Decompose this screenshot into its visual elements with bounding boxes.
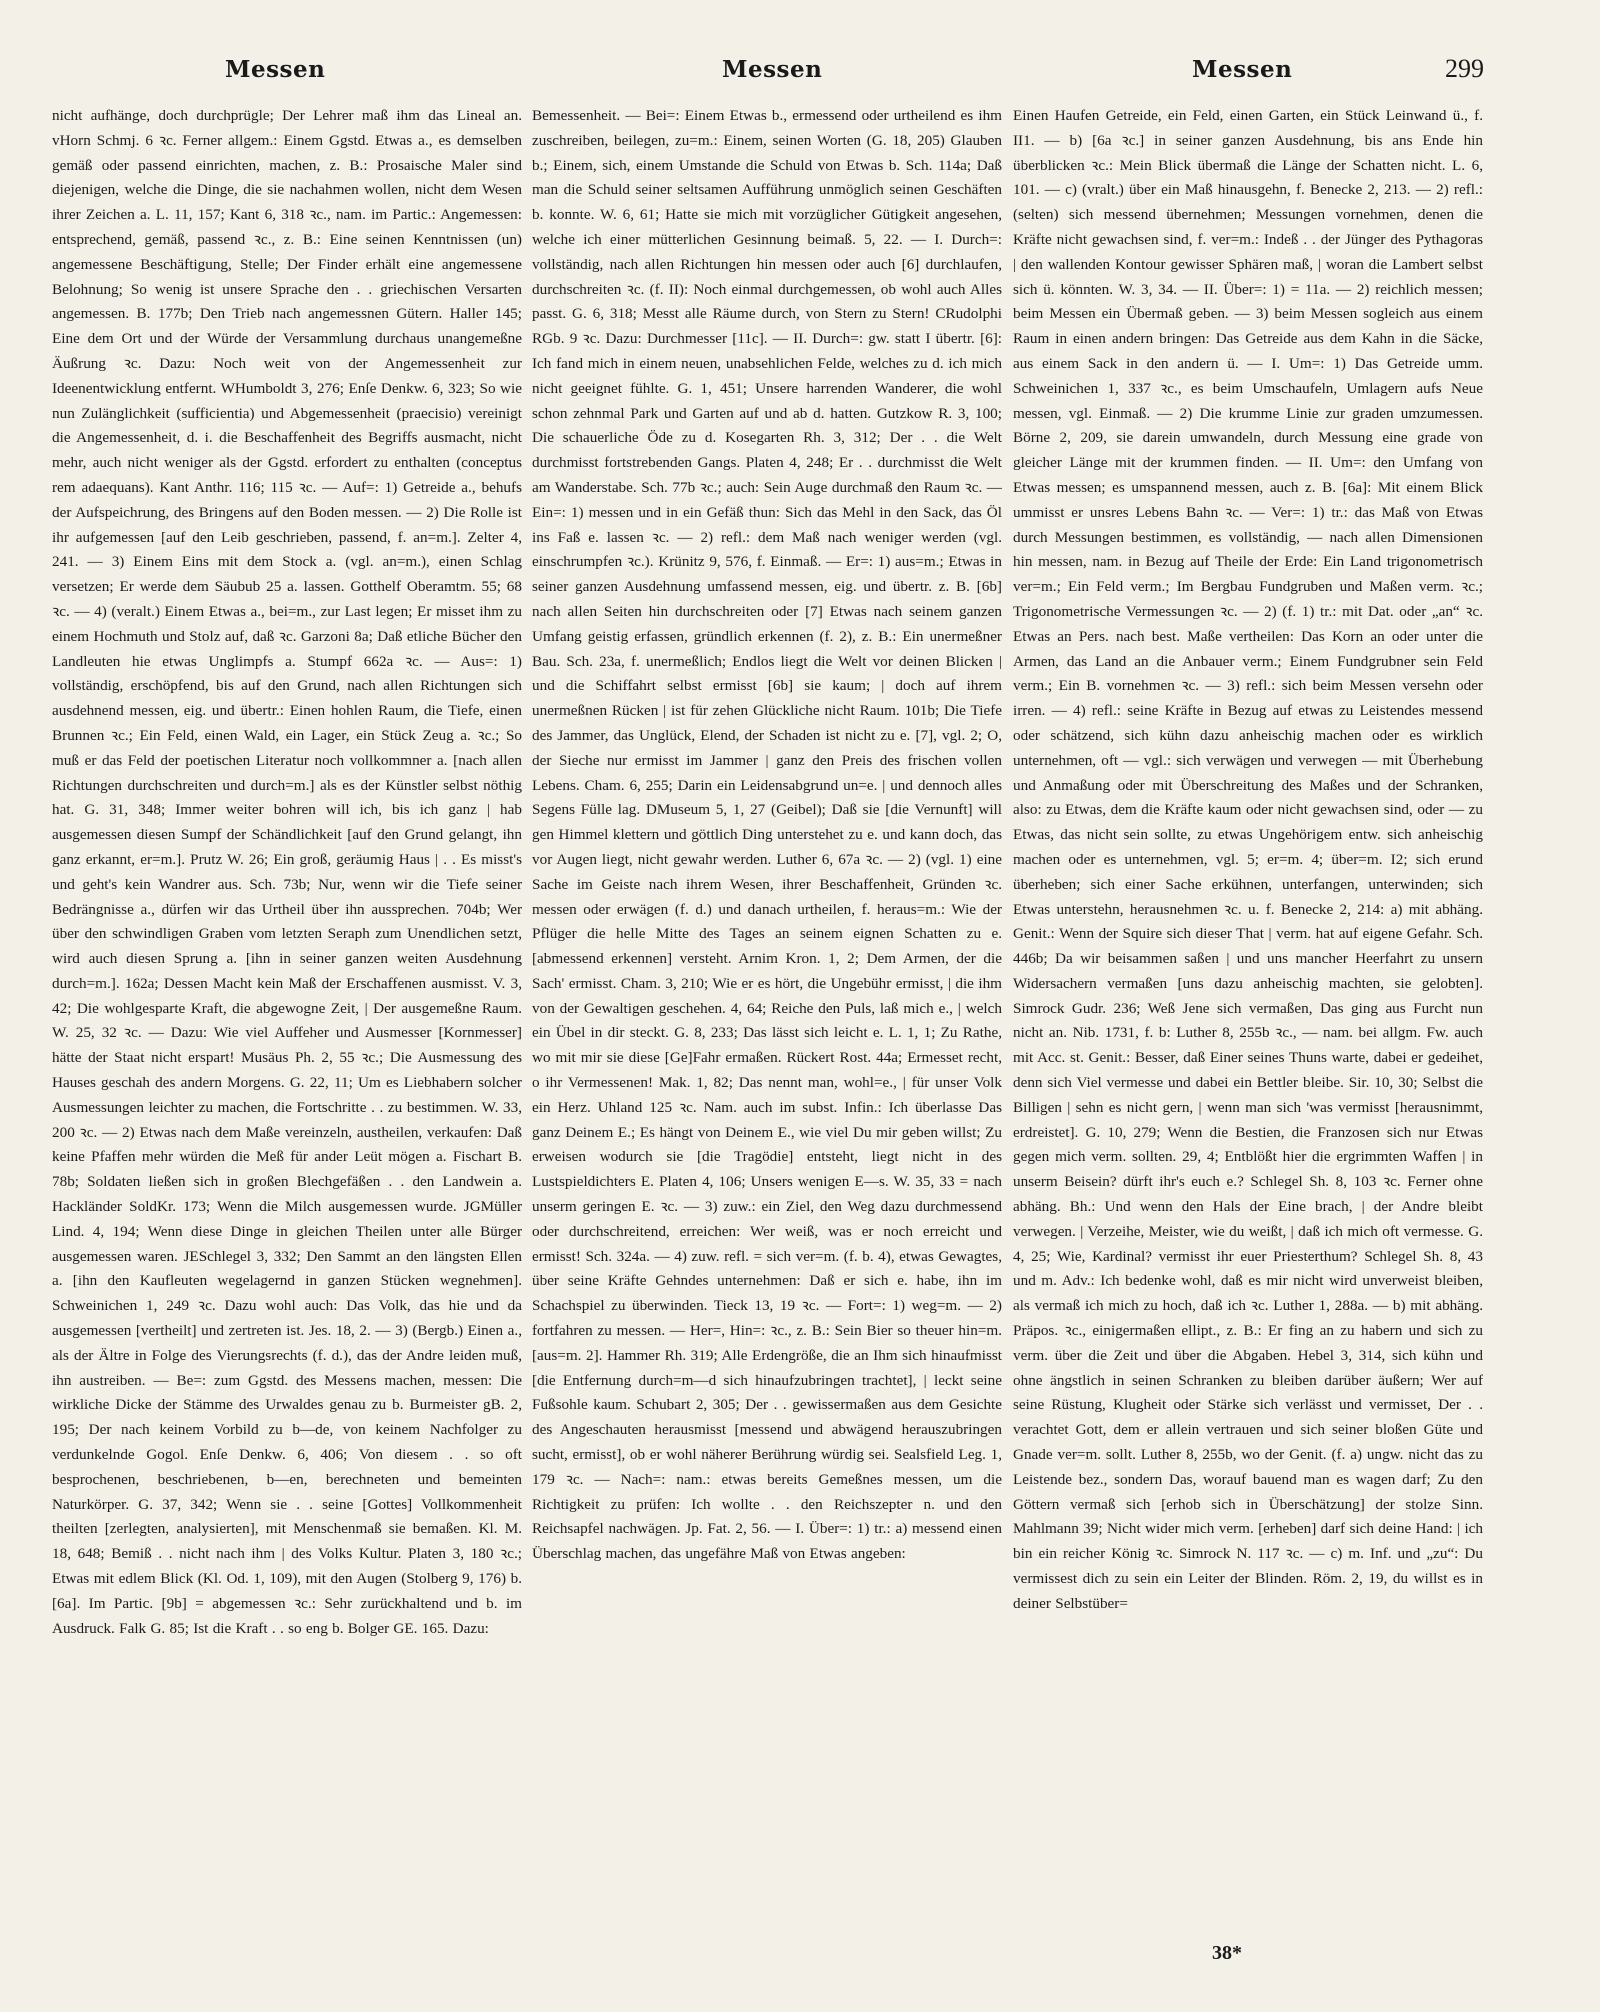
page-header — [0, 50, 1600, 90]
running-headword-right: Messen — [1192, 56, 1293, 83]
column-2-text: Bemessenheit. — Bei=: Einem Etwas b., ermessend oder urtheilend es ihm zuschreiben, beilegen, zu=m.: Einem, seinen Worten (G. 18, 205) Glauben b.; Einem, sich, einem Umstande die Schuld von Etwas b. Sch. 114a; Daß man die Schuld seiner seltsamen Aufführung unmöglich seinen Geschäften b. konnte. W. 6, 61; Hatte sie mich mit vorzüglicher Gütigkeit angesehen, welche ich einer mütterlichen Gesinnung beimaß. 5, 22. — I. Durch=: vollständig, nach allen Richtungen hin messen oder auch [6] durchlaufen, durchschreiten ꝛc. (f. II): Noch einmal durchgemessen, ob wohl auch Alles passt. G. 6, 318; Messt alle Räume durch, von Stern zu Stern! CRudolphi RGb. 9 ꝛc. Dazu: Durchmesser [11c]. — II. Durch=: gw. statt I übertr. [6]: Ich fand mich in einem neuen, unabsehlichen Felde, welches zu d. ich mich nicht geeignet fühlte. G. 1, 451; Unsere harrenden Wanderer, die wohl schon zehnmal Park und Garten auf und ab d. hatten. Gutzkow R. 3, 100; Die schauerliche Öde zu d. Kosegarten Rh. 3, 312; Der . . die Welt durchmisst fortstrebenden Gangs. Platen 4, 248; Er . . durchmisst die Welt am Wanderstabe. Sch. 77b ꝛc.; auch: Sein Auge durchmaß den Raum ꝛc. — Ein=: 1) messen und in ein Gefäß thun: Sich das Mehl in den Sack, das Öl ins Faß e. lassen ꝛc. — 2) refl.: dem Maß nach weniger werden (vgl. einschrumpfen ꝛc.). Krünitz 9, 576, f. Einmaß. — Er=: 1) aus=m.; Etwas in seiner ganzen Ausdehnung umfassend messen, eig. und übertr. z. B. [6b] nach allen Seiten hin durchschreiten oder [7] Etwas nach seinem ganzen Umfang geistig erfassen, gründlich erkennen (f. 2), z. B.: Ein unermeßner Bau. Sch. 23a, f. unermeßlich; Endlos liegt die Welt vor deinen Blicken | und die Schiffahrt selbst ermisst [6b] sie kaum; | doch auf ihrem unermeßnen Rücken | ist für zehen Glückliche nicht Raum. 101b; Die Tiefe des Jammer, das Unglück, Elend, der Schaden ist nicht zu e. [7], vgl. 2; O, der Sieche nur ermisst im Jammer | ganz den Preis des frischen vollen Lebens. Cham. 6, 255; Darin ein Leidensabgrund un=e. | und dennoch alles Segens Fülle lag. DMuseum 5, 1, 27 (Geibel); Daß sie [die Vernunft] will gen Himmel klettern und göttlich Ding unterstehet zu e. und kann doch, das vor Augen liegt, nicht gewahr werden. Luther 6, 67a ꝛc. — 2) (vgl. 1) eine Sache im Geiste nach ihrem Wesen, ihrer Beschaffenheit, Gründen ꝛc. messen oder erwägen (f. d.) und danach urtheilen, f. heraus=m.: Wie der Pflüger die helle Mitte des Tages an seinem eignen Schatten zu e. [abmessend erkennen] versteht. Arnim Kron. 1, 2; Dem Armen, der die Sach' ermisst. Cham. 3, 210; Wie er es hört, die Ungebühr ermisst, | die ihm von der Gewaltigen geschehen. 4, 64; Reiche den Puls, laß mich e., | welch ein Übel in dir steckt. G. 8, 233; Das lässt sich leicht e. L. 1, 1; Zu Rathe, wo mit mir sie diese [Ge]Fahr ermaßen. Rückert Rost. 44a; Ermesset recht, o ihr Vermessenen! Mak. 1, 82; Das nennt man, wohl=e., | für unser Volk ein Herz. Uhland 125 ꝛc. Nam. auch im subst. Infin.: Ich überlasse Das ganz Deinem E.; Es hängt von Deinem E., wie viel Du mir geben willst; Zu erweisen wodurch sie [die Tragödie] entsteht, liegt nicht in des Lustspieldichters E. Platen 4, 106; Unsers wenigen E—s. W. 35, 33 = nach unserm geringen E. ꝛc. — 3) zuw.: ein Ziel, den Weg dazu durchmessend oder durchschreitend, erreichen: Wer weiß, was er noch erreicht und ermisst! Sch. 324a. — 4) zuw. refl. = sich ver=m. (f. b. 4), etwas Gewagtes, über seine Kräfte Gehndes unternehmen: Daß er sich e. habe, ihn im Schachspiel zu überwinden. Tieck 13, 19 ꝛc. — Fort=: 1) weg=m. — 2) fortfahren zu messen. — Her=, Hin=: ꝛc., z. B.: Sein Bier so theuer hin=m. [aus=m. 2]. Hammer Rh. 319; Alle Erdengröße, die an Ihm sich hinaufmisst [die Entfernung durch=m—d sich hinaufzubringen trachtet], | leckt seine Fußsohle kaum. Schubart 2, 305; Der . . gewissermaßen aus dem Gesichte des Angeschauten herausmisst [messend und abwägend herauszubringen sucht, ermisst], ob er wohl näherer Berührung würdig sei. Sealsfield Leg. 1, 179 ꝛc. — Nach=: nam.: etwas bereits Gemeßnes messen, um die Richtigkeit zu prüfen: Ich wollte . . den Reichszepter n. und den Reichsapfel nachwägen. Jp. Fat. 2, 56. — I. Über=: 1) tr.: a) messend einen Überschlag machen, das ungefähre Maß von Etwas angeben: — [532, 107, 1002, 1563]
text-column-1 — [52, 104, 522, 1934]
running-headword-center: Messen — [722, 56, 823, 83]
text-column-3 — [1013, 104, 1483, 1934]
signature-mark: 38* — [1212, 1942, 1242, 1964]
text-column-2 — [532, 104, 1002, 1934]
page-number: 299 — [1445, 54, 1484, 83]
column-1-text: nicht aufhänge, doch durchprügle; Der Lehrer maß ihm das Lineal an. vHorn Schmj. 6 ꝛc. Ferner allgem.: Einem Ggstd. Etwas a., es demselben gemäß oder passend einrichten, machen, z. B.: Prosaische Maler sind diejenigen, welche die Dinge, die sie nachahmen wollen, nicht dem Wesen ihrer Zeichen a. L. 11, 157; Kant 6, 318 ꝛc., nam. im Partic.: Angemessen: entsprechend, gemäß, passend ꝛc., z. B.: Eine seinen Kenntnissen (un) angemessene Beschäftigung, Stelle; Der Finder erhält eine angemessene Belohnung; So wenig ist unsere Sprache den . . griechischen Versarten angemessen. B. 177b; Den Trieb nach angemessnen Gütern. Haller 145; Eine dem Ort und der Würde der Versammlung durchaus unangemeßne Äußrung ꝛc. Dazu: Noch weit von der Angemessenheit zur Ideenentwicklung entfernt. WHumboldt 3, 276; Enſe Denkw. 6, 323; So wie nun Zulänglichkeit (sufficientia) und Abgemessenheit (praecisio) vereinigt die Angemessenheit, d. i. die Beschaffenheit des Begriffs ausmacht, nicht mehr, auch nicht weniger als der Ggstd. erfordert zu enthalten (conceptus rem adaequans). Kant Anthr. 116; 115 ꝛc. — Auf=: 1) Getreide a., behufs der Aufspeichrung, des Bringens auf den Boden messen. — 2) Die Rolle ist ihr aufgemessen [auf den Leib geschrieben, passend, f. an=m.]. Zelter 4, 241. — 3) Einem Eins mit dem Stock a. (vgl. an=m.), einen Schlag versetzen; Er werde dem Säubub 25 a. lassen. Gotthelf Oberamtm. 55; 68 ꝛc. — 4) (veralt.) Einem Etwas a., bei=m., zur Last legen; Er misset ihm zu einem Hochmuth und Stolz auf, daß ꝛc. Garzoni 8a; Daß etliche Bücher den Landleuten hie etwas Unglimpfs a. Stumpf 662a ꝛc. — Aus=: 1) vollständig, erschöpfend, bis auf den Grund, nach allen Richtungen sich ausdehnend messen, eig. und übertr.: Einen hohlen Raum, die Tiefe, einen Brunnen ꝛc.; Ein Feld, einen Wald, ein Lager, ein Stück Zeug a. ꝛc.; So muß er das Feld der poetischen Literatur noch vollkommner a. [nach allen Richtungen durchschreiten und durch=m.] als es der Künstler selbst nöthig hat. G. 31, 348; Immer weiter bohren will ich, bis ich ganz | hab ausgemessen diesen Sumpf der Schändlichkeit [auf den Grund gelangt, ihn ganz erkannt, er=m.]. Prutz W. 26; Ein groß, geräumig Haus | . . Es misst's und geht's kein Wandrer aus. Sch. 73b; Nur, wenn wir die Tiefe seiner Bedrängnisse a., dürfen wir das Urtheil über ihn aussprechen. 704b; Wer über den schwindligen Graben vom letzten Seraph zum Unendlichen setzt, wird auch diesen Sprung a. [ihn in seiner ganzen weiten Ausdehnung durch=m.]. 162a; Dessen Macht kein Maß der Erschaffenen ausmisst. V. 3, 42; Die wohlgesparte Kraft, die abgewogne Zeit, | Der ausgemeßne Raum. W. 25, 32 ꝛc. — Dazu: Wie viel Auffeher und Ausmesser [Kornmesser] hätte der Staat nicht erspart! Musäus Ph. 2, 55 ꝛc.; Die Ausmessung des Hauses geschah des andern Morgens. G. 22, 11; Um es Liebhabern solcher Ausmessungen leichter zu machen, die Fortschritte . . zu bestimmen. W. 33, 200 ꝛc. — 2) Etwas nach dem Maße vereinzeln, austheilen, verkaufen: Daß keine Pfaffen mehr würden die Meß für ander Leüt mögen a. Fischart B. 78b; Soldaten ließen sich in großen Blechgefäßen . . den Landwein a. Hackländer SoldKr. 173; Wenn die Milch ausgemessen wurde. JGMüller Lind. 4, 194; Wenn diese Dinge in gleichen Theilen unter alle Bürger ausgemessen waren. JESchlegel 3, 332; Den Sammt an den längsten Ellen a. [ihn den Kaufleuten wegelagernd in ganzen Stücken wegnehmen]. Schweinichen 1, 249 ꝛc. Dazu wohl auch: Das Volk, das hie und da ausgemessen [vertheilt] und zertreten ist. Jes. 18, 2. — 3) (Bergb.) Einen a., als der Ältre in Folge des Vierungsrechts (f. d.), das der Andre leiden muß, ihn austreiben. — Be=: zum Ggstd. des Messens machen, messen: Die wirkliche Dicke der Stämme des Urwaldes genau zu b. Burmeister gB. 2, 195; Der nach keinem Vorbild zu b—de, von keinem Nachfolger zu verdunkelnde Gogol. Enſe Denkw. 6, 406; Von diesem . . so oft besprochenen, beschriebenen, b—en, berechneten und bemeinten Naturkörper. G. 37, 342; Wenn sie . . seine [Gottes] Vollkommenheit theilten [zerlegten, analysierten], mit Menschenmaß sie bemaßen. Kl. M. 18, 648; Bemiß . . nicht nach ihm | des Volks Kultur. Platen 3, 180 ꝛc.; Etwas mit edlem Blick (Kl. Od. 1, 109), mit den Augen (Stolberg 9, 176) b. [6a]. Im Partic. [9b] = abgemessen ꝛc.: Sehr zurückhaltend und b. im Ausdruck. Falk G. 85; Ist die Kraft . . so eng b. Bolger GE. 165. Dazu: — [52, 107, 522, 1637]
column-3-text: Einen Haufen Getreide, ein Feld, einen Garten, ein Stück Leinwand ü., f. II1. — b) [6a ꝛc.] in seiner ganzen Ausdehnung, bis ans Ende hin überblicken ꝛc.: Mein Blick übermaß die Länge der Schatten nicht. L. 6, 101. — c) (vralt.) über ein Maß hinausgehn, f. Benecke 2, 213. — 2) refl.: (selten) sich messend übernehmen; Messungen vornehmen, denen die Kräfte nicht gewachsen sind, f. ver=m.: Indeß . . der Jünger des Pythagoras | den wallenden Kontour gewisser Sphären maß, | woran die Lambert selbst sich ü. könnten. W. 3, 34. — II. Über=: 1) = 11a. — 2) reichlich messen; beim Messen ein Übermaß geben. — 3) beim Messen sogleich aus einem Raum in einen andern bringen: Das Getreide aus dem Kahn in die Säcke, aus einem Sack in den andern ü. — I. Um=: 1) Das Getreide umm. Schweinichen 1, 337 ꝛc., es beim Umschaufeln, Umlagern aufs Neue messen, vgl. Einmaß. — 2) Die krumme Linie zur graden umzumessen. Börne 2, 209, sie darein umwandeln, durch Messung eine grade von gleicher Länge mit der krummen finden. — II. Um=: den Umfang von Etwas messen; es umspannend messen, auch z. B. [6a]: Mit einem Blick ummisst er unsres Lebens Bahn ꝛc. — Ver=: 1) tr.: das Maß von Etwas durch Messungen bestimmen, es vollständig, — nach allen Dimensionen hin messen, nam. in Bezug auf Theile der Erde: Ein Land trigonometrisch ver=m.; Ein Feld verm.; Im Bergbau Fundgruben und Maßen verm. ꝛc.; Trigonometrische Vermessungen ꝛc. — 2) (f. 1) tr.: mit Dat. oder „an“ ꝛc. Etwas an Pers. nach best. Maße vertheilen: Das Korn an oder unter die Armen, das Land an die Anbauer verm.; Einem Fundgrubner sein Feld verm.; Ein B. vornehmen ꝛc. — 3) refl.: sich beim Messen versehn oder irren. — 4) refl.: seine Kräfte in Bezug auf etwas zu Leistendes messend oder schätzend, sich kühn dazu anheischig machen oder es wirklich unternehmen, oft — vgl.: sich verwägen und verwegen — mit Überhebung und Anmaßung oder mit Überschreitung des Maßes und der Schranken, also: zu Etwas, dem die Kräfte kaum oder nicht gewachsen sind, oder — zu Etwas, das nicht sein sollte, zu etwas Ungehörigem entw. sich anheischig machen oder es unternehmen, vgl. 5; er=m. 4; über=m. I2; sich erund überheben; sich einer Sache erkühnen, unterfangen, unterwinden; sich Etwas unterstehn, herausnehmen ꝛc. u. f. Benecke 2, 214: a) mit abhäng. Genit.: Wenn der Squire sich dieser That | verm. hat auf eigene Gefahr. Sch. 446b; Da wir beisammen saßen | und uns mancher Heerfahrt zu unsern Widersachern vermaßen [uns dazu anheischig machten, sie gelobten]. Simrock Gudr. 236; Weß Jene sich vermaßen, Das ging aus Furcht nun nicht an. Nib. 1731, f. b: Luther 8, 255b ꝛc., — nam. bei allgm. Fw. auch mit Acc. st. Genit.: Besser, daß Einer seines Thuns warte, dabei er gedeihet, denn sich Viel vermesse und dabei ein Bettler bleibe. Sir. 10, 30; Selbst die Billigen | sehn es nicht gern, | wenn man sich 'was vermisst [herausnimmt, erdreistet]. G. 10, 279; Wenn die Bestien, die Franzosen sich nur Etwas gegen mich verm. sollten. 29, 4; Entblößt hier die ergrimmten Waffen | in unserm Beisein? dürft ihr's euch e.? Schlegel Sh. 8, 103 ꝛc. Ferner ohne abhäng. Bh.: Und wenn den Hals der Eine brach, | der Andre bleibt verwegen. | Verzeihe, Meister, wie du weißt, | daß ich mich oft vermesse. G. 4, 25; Wie, Kardinal? vermisst ihr euer Priesterthum? Schlegel Sh. 8, 43 und m. Adv.: Ich bedenke wohl, daß es mir nicht wird unverweist bleiben, als vermaß ich mich zu hoch, daß ich ꝛc. Luther 1, 288a. — b) mit abhäng. Präpos. ꝛc., einigermaßen ellipt., z. B.: Er fing an zu habern und sich zu verm. über die Zeit und über die Abgaben. Hebel 3, 314, sich kühn und ohne ängstlich in seinen Schranken zu bleiben darüber äußern; Wer auf seine Rüstung, Klugheit oder Stärke sich verlässt und vermisset, Der . . verachtet Gott, dem er allein vertrauen und sich seiner bloßen Güte und Gnade ver=m. sollt. Luther 8, 255b, wo der Genit. (f. a) ungw. nicht das zu Leistende bez., sondern Das, worauf bauend man es wagen darf; Zu den Göttern vermaß sich [erhob sich in Überschätzung] der stolze Sinn. Mahlmann 39; Nicht wider mich verm. [erheben] darf sich deine Hand: | ich bin ein reicher König ꝛc. Simrock N. 117 ꝛc. — c) m. Inf. und „zu“: Du vermissest dich zu sein ein Leiter der Blinden. Röm. 2, 19, du willst es in deiner Selbstüber= — [1013, 107, 1483, 1612]
running-headword-left: Messen — [225, 56, 326, 83]
